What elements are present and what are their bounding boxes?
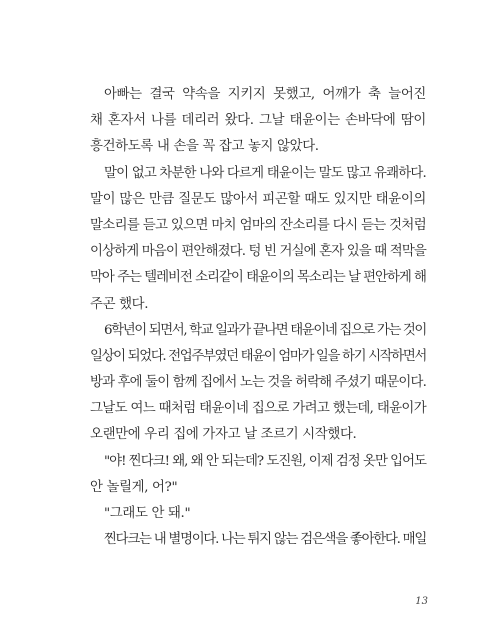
text-line: 막아 주는 텔레비전 소리같이 태윤이의 목소리는 날 편안하게 해 (90, 270, 426, 286)
text-line: 주곤 했다. (90, 296, 149, 312)
text-line: 그날도 여느 때처럼 태윤이네 집으로 가려고 했는데, 태윤이가 (90, 401, 426, 417)
text-line: 말이 없고 차분한 나와 다르게 태윤이는 말도 많고 유쾌하다. (104, 165, 426, 181)
text-line: 이상하게 마음이 편안해졌다. 텅 빈 거실에 혼자 있을 때 적막을 (90, 244, 426, 260)
text-line: 아빠는 결국 약속을 지키지 못했고, 어깨가 축 늘어진 (104, 87, 426, 102)
text-line: 흥건하도록 내 손을 꼭 잡고 놓지 않았다. (90, 139, 319, 155)
text-line: "야! 찐다크! 왜, 왜 안 되는데? 도진원, 이제 검정 옷만 입어도 (104, 453, 426, 469)
text-line: "그래도 안 돼." (104, 506, 191, 521)
text-line: 말이 많은 만큼 질문도 많아서 피곤할 때도 있지만 태윤이의 (90, 191, 426, 207)
text-line: 오랜만에 우리 집에 가자고 날 조르기 시작했다. (90, 427, 357, 443)
page-number: 13 (415, 596, 428, 607)
text-line: 일상이 되었다. 전업주부였던 태윤이 엄마가 일을 하기 시작하면서 (90, 348, 426, 364)
text-line: 방과 후에 둘이 함께 집에서 노는 것을 허락해 주셨기 때문이다. (90, 375, 426, 391)
text-line: 채 혼자서 나를 데리러 왔다. 그날 태윤이는 손바닥에 땀이 (90, 113, 426, 129)
text-line: 말소리를 듣고 있으면 마치 엄마의 잔소리를 다시 듣는 것처럼 (90, 217, 426, 233)
text-line: 찐다크는 내 별명이다. 나는 튀지 않는 검은색을 좋아한다. 매일 (104, 532, 426, 548)
body-text (90, 82, 426, 553)
text-line: 6학년이 되면서, 학교 일과가 끝나면 태윤이네 집으로 가는 것이 (104, 322, 426, 338)
text-line: 안 놀릴게, 어?" (90, 479, 178, 495)
